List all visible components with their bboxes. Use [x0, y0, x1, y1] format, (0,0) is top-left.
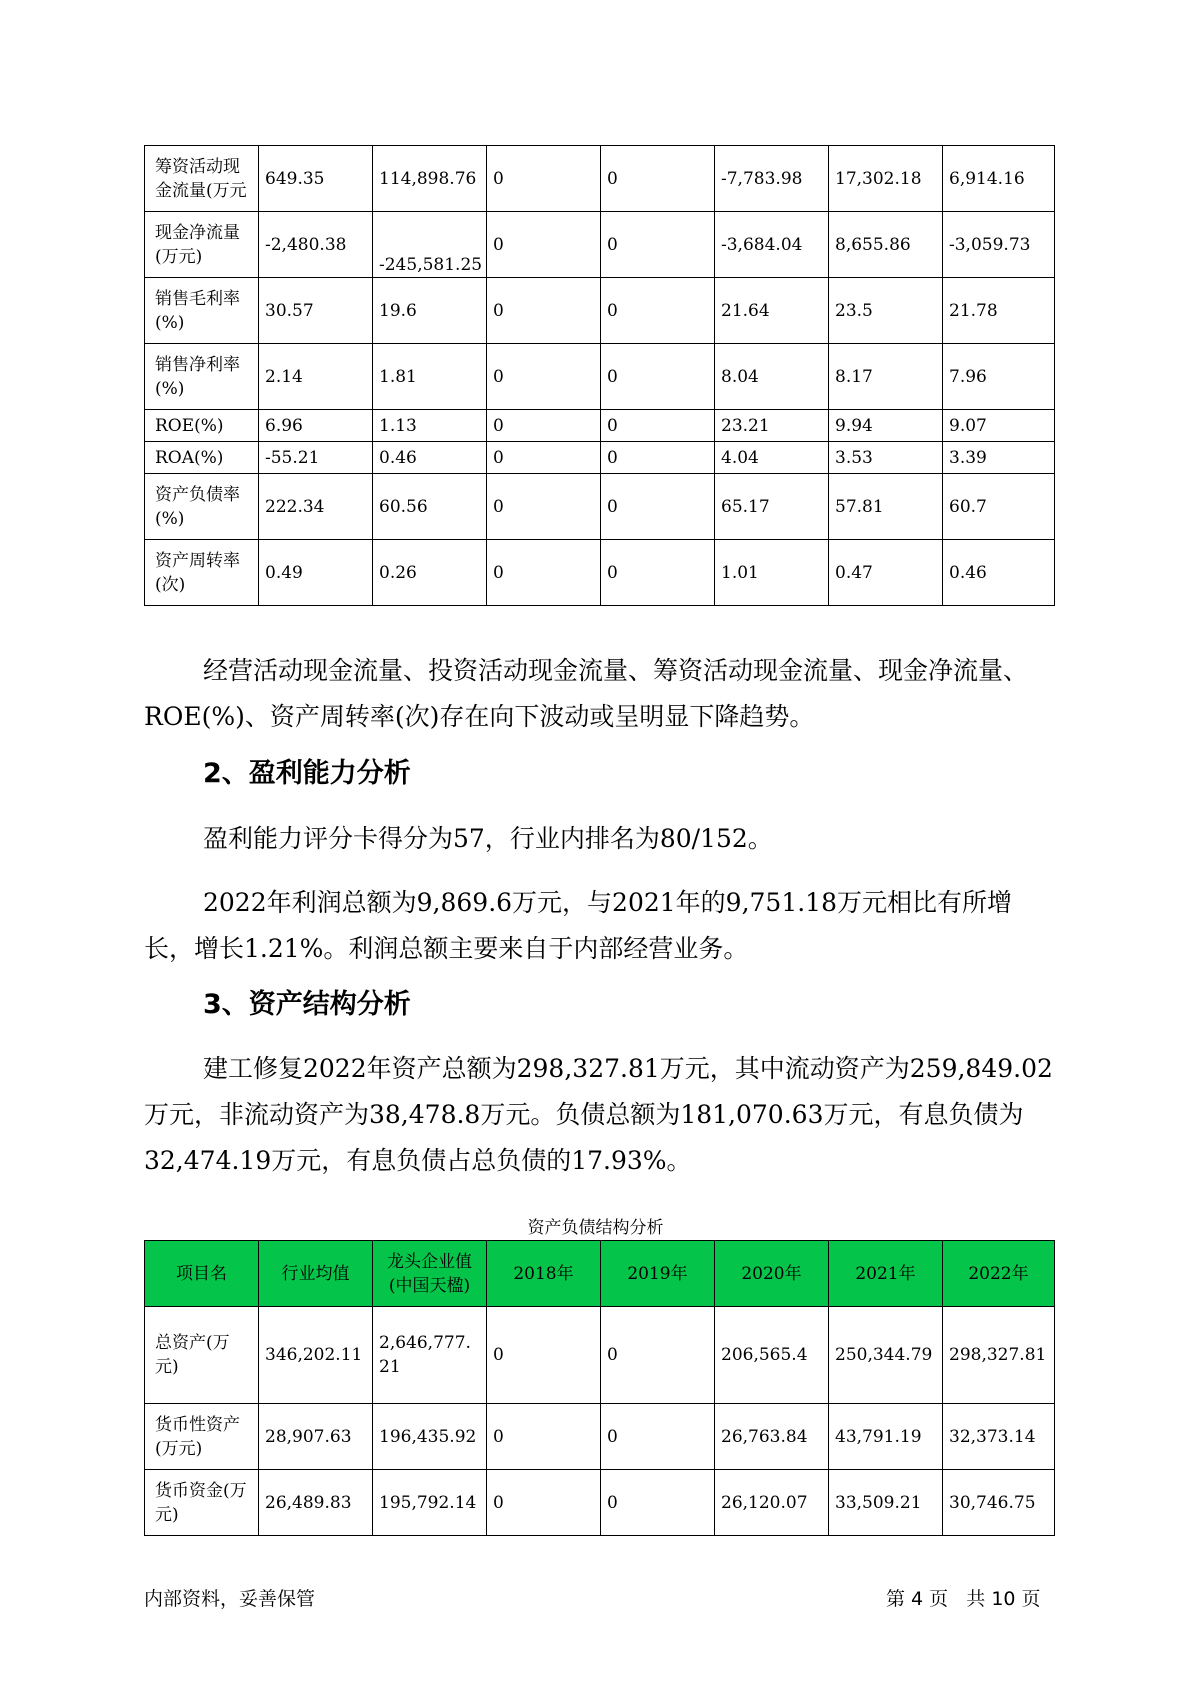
- cell-2018: 0: [487, 1404, 601, 1470]
- header-industry-avg: 行业均值: [259, 1241, 373, 1307]
- cell-2022: 9.07: [943, 410, 1055, 442]
- cell-leader: 1.81: [373, 344, 487, 410]
- row-label: 总资产(万元): [145, 1307, 259, 1404]
- row-label: 销售毛利率(%): [145, 278, 259, 344]
- cell-industry-avg: 222.34: [259, 474, 373, 540]
- row-label: 销售净利率(%): [145, 344, 259, 410]
- cell-2021: 33,509.21: [829, 1470, 943, 1536]
- header-2018: 2018年: [487, 1241, 601, 1307]
- row-label: 货币资金(万元): [145, 1470, 259, 1536]
- cell-2019: 0: [601, 474, 715, 540]
- cell-2020: 21.64: [715, 278, 829, 344]
- cell-2018: 0: [487, 410, 601, 442]
- cell-2019: 0: [601, 146, 715, 212]
- header-item-name: 项目名: [145, 1241, 259, 1307]
- cell-2019: 0: [601, 540, 715, 606]
- cell-industry-avg: 2.14: [259, 344, 373, 410]
- cell-2018: 0: [487, 344, 601, 410]
- asset-liability-structure-table: [144, 1240, 1055, 1536]
- cell-2022: 0.46: [943, 540, 1055, 606]
- cell-2022: 298,327.81: [943, 1307, 1055, 1404]
- cell-2018: 0: [487, 146, 601, 212]
- cell-2021: 0.47: [829, 540, 943, 606]
- cell-leader: 0.46: [373, 442, 487, 474]
- cell-2022: 30,746.75: [943, 1470, 1055, 1536]
- profitability-score-paragraph: 盈利能力评分卡得分为57，行业内排名为80/152。: [203, 824, 773, 853]
- cell-industry-avg: 346,202.11: [259, 1307, 373, 1404]
- cell-2021: 57.81: [829, 474, 943, 540]
- cell-2018: 0: [487, 540, 601, 606]
- cell-2021: 8,655.86: [829, 212, 943, 278]
- row-label: 现金净流量(万元): [145, 212, 259, 278]
- cell-industry-avg: -55.21: [259, 442, 373, 474]
- cell-leader: 19.6: [373, 278, 487, 344]
- asset-structure-paragraph: 建工修复2022年资产总额为298,327.81万元，其中流动资产为259,849.02万元，非流动资产为38,478.8万元。负债总额为181,070.63万元，有息负债为32,474.19万元，有息负债占总负债的17.93%。: [144, 1054, 1053, 1175]
- cell-2018: 0: [487, 1470, 601, 1536]
- table-row: [145, 1404, 1055, 1470]
- cell-2022: 21.78: [943, 278, 1055, 344]
- cell-2019: 0: [601, 278, 715, 344]
- cell-2021: 9.94: [829, 410, 943, 442]
- cell-leader: 195,792.14: [373, 1470, 487, 1536]
- row-label: ROE(%): [145, 410, 259, 442]
- table-row: [145, 540, 1055, 606]
- cell-2022: 3.39: [943, 442, 1055, 474]
- section-heading-asset-structure: 3、资产结构分析: [203, 989, 411, 1020]
- table-row: [145, 344, 1055, 410]
- header-2019: 2019年: [601, 1241, 715, 1307]
- cell-2018: 0: [487, 278, 601, 344]
- cell-industry-avg: 0.49: [259, 540, 373, 606]
- cell-2022: 7.96: [943, 344, 1055, 410]
- cell-2022: -3,059.73: [943, 212, 1055, 278]
- cell-leader: 60.56: [373, 474, 487, 540]
- footer-confidential-note: 内部资料，妥善保管: [144, 1588, 316, 1610]
- header-leader: 龙头企业值(中国天楹): [373, 1241, 487, 1307]
- table-row: [145, 146, 1055, 212]
- cell-2020: 65.17: [715, 474, 829, 540]
- cell-leader: -245,581.25: [373, 212, 487, 278]
- cell-2021: 43,791.19: [829, 1404, 943, 1470]
- cell-2021: 8.17: [829, 344, 943, 410]
- cell-2019: 0: [601, 344, 715, 410]
- table-caption: 资产负债结构分析: [527, 1218, 664, 1238]
- summary-paragraph: 经营活动现金流量、投资活动现金流量、筹资活动现金流量、现金净流量、ROE(%)、资产周转率(次)存在向下波动或呈明显下降趋势。: [144, 656, 1029, 731]
- cell-industry-avg: 28,907.63: [259, 1404, 373, 1470]
- cell-industry-avg: -2,480.38: [259, 212, 373, 278]
- cell-leader: 0.26: [373, 540, 487, 606]
- cell-2019: 0: [601, 1470, 715, 1536]
- cell-industry-avg: 26,489.83: [259, 1470, 373, 1536]
- row-label: 货币性资产(万元): [145, 1404, 259, 1470]
- cell-leader: 196,435.92: [373, 1404, 487, 1470]
- cell-2022: 32,373.14: [943, 1404, 1055, 1470]
- row-label: ROA(%): [145, 442, 259, 474]
- cell-2020: -7,783.98: [715, 146, 829, 212]
- cell-2021: 23.5: [829, 278, 943, 344]
- cell-2019: 0: [601, 1307, 715, 1404]
- cell-leader: 2,646,777.21: [373, 1307, 487, 1404]
- cell-2020: 206,565.4: [715, 1307, 829, 1404]
- cell-2022: 6,914.16: [943, 146, 1055, 212]
- row-label: 筹资活动现金流量(万元: [145, 146, 259, 212]
- cell-2020: 26,120.07: [715, 1470, 829, 1536]
- section-heading-profitability: 2、盈利能力分析: [203, 758, 411, 789]
- cell-2022: 60.7: [943, 474, 1055, 540]
- cell-2021: 250,344.79: [829, 1307, 943, 1404]
- header-2020: 2020年: [715, 1241, 829, 1307]
- table-header-row: [145, 1241, 1055, 1307]
- cell-2020: -3,684.04: [715, 212, 829, 278]
- row-label: 资产负债率(%): [145, 474, 259, 540]
- table-row: [145, 1470, 1055, 1536]
- table-row: [145, 278, 1055, 344]
- profit-total-paragraph: 2022年利润总额为9,869.6万元，与2021年的9,751.18万元相比有所增长，增长1.21%。利润总额主要来自于内部经营业务。: [144, 888, 1012, 963]
- cell-2020: 26,763.84: [715, 1404, 829, 1470]
- cell-2019: 0: [601, 212, 715, 278]
- cell-2021: 17,302.18: [829, 146, 943, 212]
- header-2021: 2021年: [829, 1241, 943, 1307]
- cell-2021: 3.53: [829, 442, 943, 474]
- cell-2019: 0: [601, 442, 715, 474]
- table-row: [145, 212, 1055, 278]
- cell-2020: 8.04: [715, 344, 829, 410]
- cell-2018: 0: [487, 212, 601, 278]
- cell-2019: 0: [601, 410, 715, 442]
- table-row: [145, 1307, 1055, 1404]
- cell-industry-avg: 649.35: [259, 146, 373, 212]
- table-row: [145, 442, 1055, 474]
- cell-2018: 0: [487, 474, 601, 540]
- header-2022: 2022年: [943, 1241, 1055, 1307]
- table-row: [145, 410, 1055, 442]
- row-label: 资产周转率(次): [145, 540, 259, 606]
- table-row: [145, 474, 1055, 540]
- cell-leader: 1.13: [373, 410, 487, 442]
- cell-2020: 4.04: [715, 442, 829, 474]
- cell-leader: 114,898.76: [373, 146, 487, 212]
- cell-2018: 0: [487, 1307, 601, 1404]
- cell-industry-avg: 30.57: [259, 278, 373, 344]
- footer-page-number: 第 4 页 共 10 页: [886, 1588, 1041, 1610]
- cell-2020: 23.21: [715, 410, 829, 442]
- cell-2020: 1.01: [715, 540, 829, 606]
- cell-industry-avg: 6.96: [259, 410, 373, 442]
- cell-2019: 0: [601, 1404, 715, 1470]
- financial-indicators-table: [144, 145, 1055, 606]
- cell-2018: 0: [487, 442, 601, 474]
